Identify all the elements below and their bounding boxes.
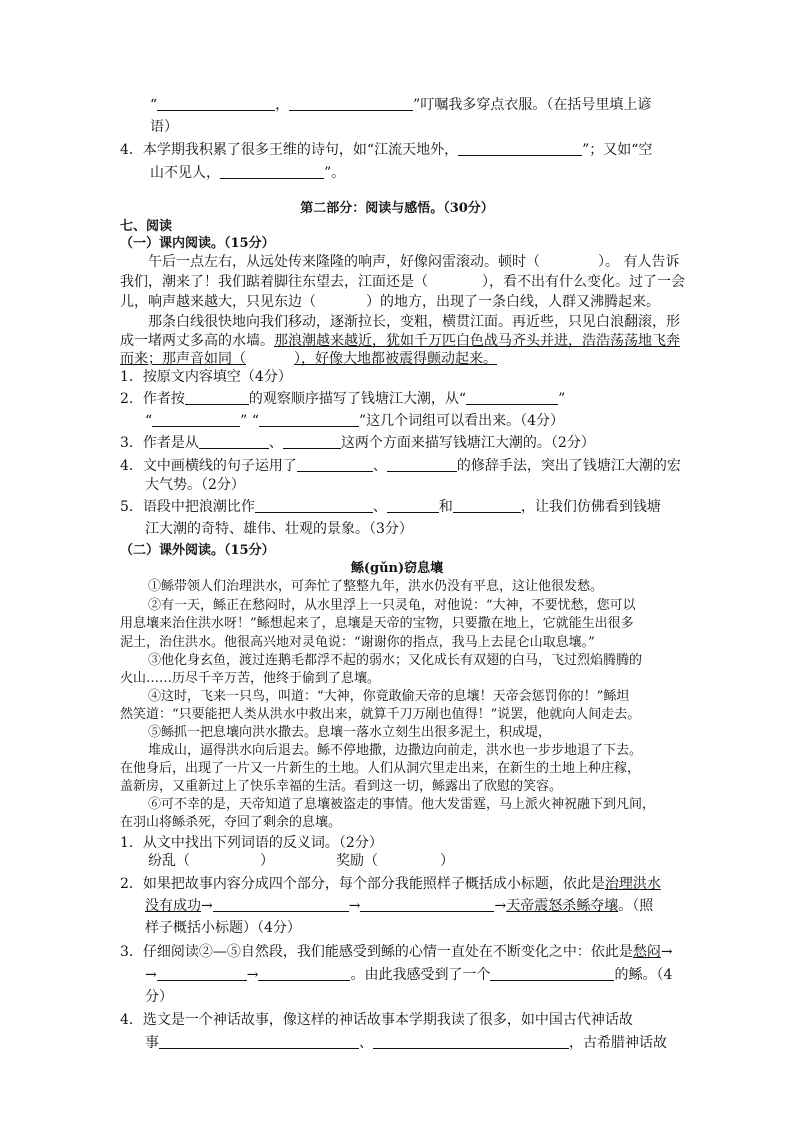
question-line: 江大潮的奇特、雄伟、壮观的景象。（3分） <box>145 521 413 537</box>
answer-blank[interactable] <box>152 412 240 427</box>
answer-blank[interactable] <box>220 164 324 179</box>
story-title: 鲧(gǔn)窃息壤 <box>350 561 444 576</box>
answer-blank[interactable] <box>159 1034 359 1049</box>
passage-line: 盖新房，又重新过上了快乐幸福的生活。看到这一切，鲧露出了欣慰的笑容。 <box>120 779 563 794</box>
answer-blank[interactable] <box>157 96 275 111</box>
passage-line: 儿，响声越来越大，只见东边（ ）的地方，出现了一条白线，人群又沸腾起来。 <box>120 294 660 310</box>
question-line: 大气势。（2分） <box>145 477 245 493</box>
passage-line: 在羽山将鲧杀死，夺回了剩余的息壤。 <box>120 815 342 830</box>
passage-line: 然笑道：“只要能把人类从洪水中救出来，就算千刀万剐也值得！”说罢，他就向人间走去。 <box>120 707 641 722</box>
answer-blank[interactable] <box>157 966 247 981</box>
answer-blank[interactable] <box>258 966 350 981</box>
answer-blank[interactable] <box>289 96 413 111</box>
question-line: 4．文中画横线的句子运用了 、 的修辞手法，突出了钱塘江大潮的宏 <box>120 458 681 474</box>
answer-blank[interactable] <box>387 498 439 513</box>
part-heading: 第二部分：阅读与感悟。（30分） <box>300 201 494 216</box>
answer-blank[interactable] <box>458 141 582 156</box>
question-line: 分） <box>145 989 173 1005</box>
question-line: 样子概括小标题）（4分） <box>145 920 301 936</box>
answer-blank[interactable] <box>373 1034 569 1049</box>
answer-blank[interactable] <box>466 390 558 405</box>
question-line: 4．选文是一个神话故事，像这样的神话故事本学期我读了很多，如中国古代神话故 <box>120 1012 633 1028</box>
passage-line: 堆成山，逼得洪水向后退去。鲧不停地撒，边撒边向前走，洪水也一步步地退了下去。 <box>148 743 643 758</box>
passage-line: 成一堵两丈多高的水墙。那浪潮越来越近，犹如千万匹白色战马齐头并进，浩浩荡荡地飞奔 <box>120 333 680 349</box>
question-line: “ ” “ ”这几个词组可以看出来。（4分） <box>145 413 565 429</box>
question-line: 1．从文中找出下列词语的反义词。（2分） <box>120 835 383 851</box>
passage-line: ③他化身玄鱼，渡过连鹅毛都浮不起的弱水；又化成长有双翅的白马，飞过烈焰腾腾的 <box>148 653 643 668</box>
question-line: “ ， ”叮嘱我多穿点衣服。（在括号里填上谚 <box>150 97 652 113</box>
passage-line: 泥土，治住洪水。他很高兴地对灵龟说：“谢谢你的指点，我马上去昆仑山取息壤。” <box>120 635 595 650</box>
passage-line: 火山……历尽千辛万苦，他终于偷到了息壤。 <box>120 671 381 686</box>
passage-line: 用息壤来治住洪水呀！”鲧想起来了，息壤是天帝的宝物，只要撒在地上，它就能生出很多 <box>120 616 634 631</box>
antonym-row: 纷乱（ ） 奖励（ ） <box>148 853 454 869</box>
passage-line: 而来；那声音如同（ ），好像大地都被震得颤动起来。 <box>120 351 497 367</box>
answer-blank[interactable] <box>453 498 521 513</box>
answer-blank[interactable] <box>297 457 373 472</box>
passage-line: 在他身后，出现了一片又一片新生的土地。人们从洞穴里走出来，在新生的土地上种庄稼， <box>120 761 641 776</box>
passage-line: 那条白线很快地向我们移动，逐渐拉长，变粗，横贯江面。再近些，只见白浪翻滚，形 <box>148 314 680 330</box>
answer-blank[interactable] <box>213 897 349 912</box>
answer-blank[interactable] <box>283 434 341 449</box>
subsection-heading: （一）课内阅读。（15分） <box>120 236 275 251</box>
subsection-heading: （二）课外阅读。（15分） <box>120 543 275 558</box>
passage-line: ②有一天，鲧正在愁闷时，从水里浮上一只灵龟，对他说：“大神，不要忧愁，您可以 <box>148 598 636 613</box>
passage-line: ⑤鲧抓一把息壤向洪水撒去。息壤一落水立刻生出很多泥土，积成堤， <box>148 725 552 740</box>
section-heading: 七、阅读 <box>120 219 173 234</box>
passage-line: ⑥可不幸的是，天帝知道了息壤被盗走的事情。他大发雷霆，马上派火神祝融下到凡间， <box>148 797 656 812</box>
question-line: 3．仔细阅读②—⑤自然段，我们能感受到鲧的心情一直处在不断变化之中：依此是愁闷→ <box>120 944 673 960</box>
answer-blank[interactable] <box>199 434 269 449</box>
answer-blank[interactable] <box>490 966 614 981</box>
question-line: 5．语段中把浪潮比作 、 和 ，让我们仿佛看到钱塘 <box>120 499 661 515</box>
question-line: 4．本学期我积累了很多王维的诗句，如“江流天地外， ”；又如“空 <box>120 142 653 158</box>
answer-blank[interactable] <box>387 457 457 472</box>
question-line: 2．作者按 的观察顺序描写了钱塘江大潮，从“ ” <box>120 391 566 407</box>
question-line: 1．按原文内容填空（4分） <box>120 369 292 385</box>
passage-line: 午后一点左右，从远处传来隆隆的响声，好像闷雷滚动。顿时（ ）。 有人告诉 <box>148 254 680 270</box>
passage-line: 我们，潮来了！我们踮着脚往东望去，江面还是（ ），看不出有什么变化。过了一会 <box>120 274 685 290</box>
answer-blank[interactable] <box>255 498 373 513</box>
question-line: 事 、 ，古希腊神话故 <box>145 1035 667 1051</box>
question-line: 没有成功→ → →天帝震怒杀鲧夺壤。（照 <box>145 898 654 914</box>
passage-line: ④这时，飞来一只鸟，叫道：“大神，你竟敢偷天帝的息壤！天帝会惩罚你的！”鲧坦 <box>148 689 630 704</box>
question-line: 语） <box>150 119 178 135</box>
question-line: 山不见人， ”。 <box>150 165 346 181</box>
question-line: → → 。由此我感受到了一个 的鲧。（4 <box>145 967 673 983</box>
passage-line: ①鲧带领人们治理洪水，可奔忙了整整九年，洪水仍没有平息，这让他很发愁。 <box>148 579 604 594</box>
question-line: 3．作者是从 、 这两个方面来描写钱塘江大潮的。（2分） <box>120 435 595 451</box>
answer-blank[interactable] <box>185 390 249 405</box>
question-line: 2．如果把故事内容分成四个部分，每个部分我能照样子概括成小标题，依此是治理洪水 <box>120 876 661 892</box>
answer-blank[interactable] <box>259 412 359 427</box>
answer-blank[interactable] <box>360 897 494 912</box>
